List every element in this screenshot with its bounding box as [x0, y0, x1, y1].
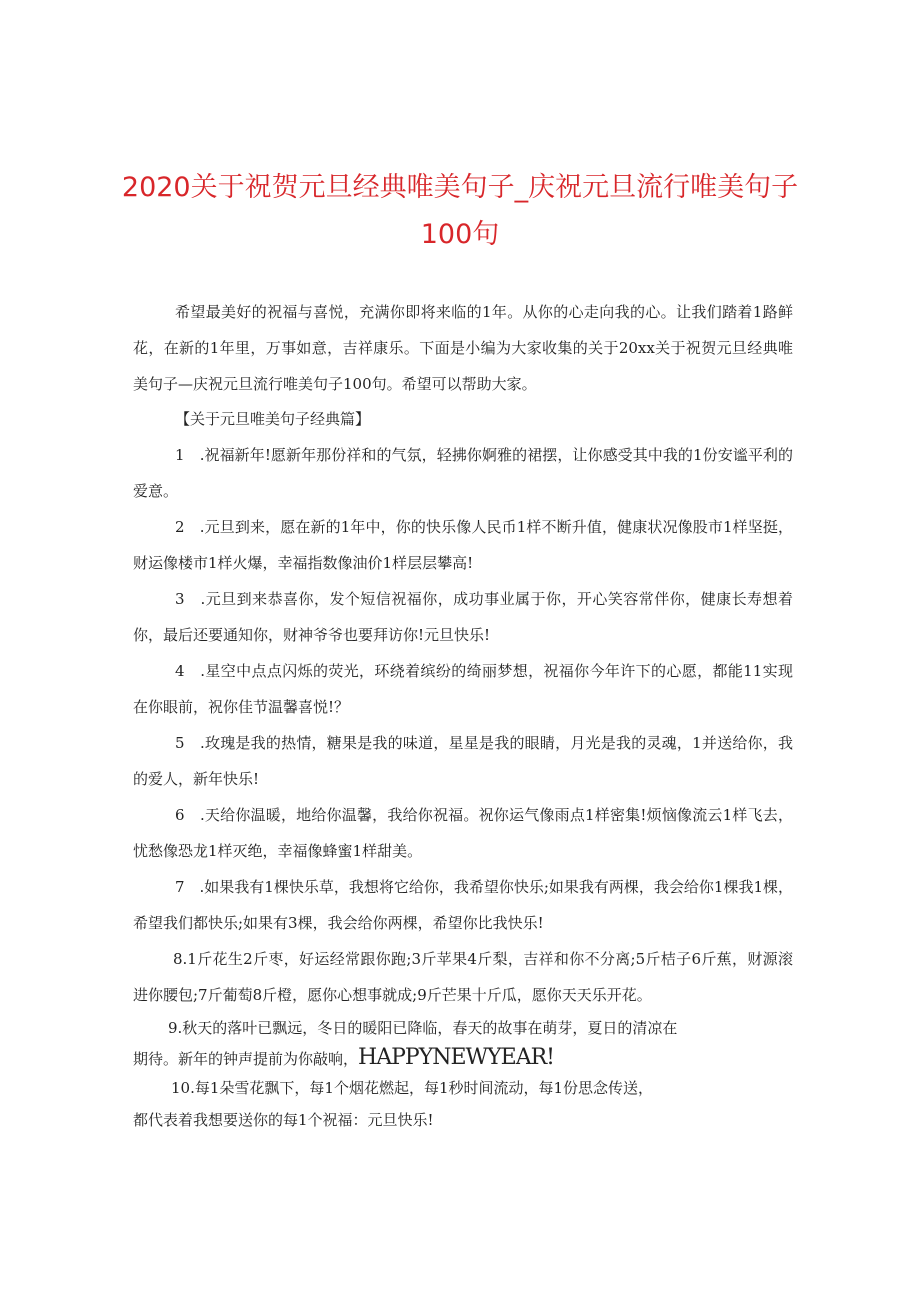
list-item-3: 3 .元旦到来恭喜你，发个短信祝福你，成功事业属于你，开心笑容常伴你，健康长寿想着你，最后还要通知你，财神爷爷也要拜访你!元旦快乐! — [133, 590, 793, 644]
list-item-9-line-1: 9.秋天的落叶已飘远，冬日的暖阳已降临，春天的故事在萌芽，夏日的清凉在 — [168, 1019, 678, 1037]
list-item-7: 7 .如果我有1棵快乐草，我想将它给你，我希望你快乐;如果我有两棵，我会给你1棵我1棵，希望我们都快乐;如果有3棵，我会给你两棵，希望你比我快乐! — [133, 878, 793, 932]
list-item-4: 4 .星空中点点闪烁的荧光，环绕着缤纷的绮丽梦想，祝福你今年许下的心愿，都能11实现在你眼前，祝你佳节温馨喜悦!？ — [133, 662, 793, 716]
section-heading: 【关于元旦唯美句子经典篇】 — [175, 410, 371, 428]
list-item-9-text: 期待。新年的钟声提前为你敲响， — [133, 1050, 359, 1068]
list-item-5: 5 .玫瑰是我的热情，糖果是我的味道，星星是我的眼睛，月光是我的灵魂，1并送给你，我的爱人，新年快乐! — [133, 734, 793, 788]
list-item-1: 1 .祝福新年!愿新年那份祥和的气氛，轻拂你婀雅的裙摆，让你感受其中我的1份安谧平利的爱意。 — [133, 446, 793, 500]
page-title: 2020关于祝贺元旦经典唯美句子_庆祝元旦流行唯美句子100句 — [121, 172, 799, 250]
happy-new-year-text: HAPPYNEWYEAR! — [358, 1045, 555, 1070]
list-item-6: 6 .天给你温暖，地给你温馨，我给你祝福。祝你运气像雨点1样密集!烦恼像流云1样飞去，忧愁像恐龙1样灭绝，幸福像蜂蜜1样甜美。 — [133, 806, 793, 860]
list-item-10-line-1: 10.每1朵雪花飘下，每1个烟花燃起，每1秒时间流动，每1份思念传送， — [171, 1079, 654, 1097]
list-item-10-line-2: 都代表着我想要送你的每1个祝福：元旦快乐! — [133, 1111, 434, 1129]
intro-paragraph: 希望最美好的祝福与喜悦，充满你即将来临的1年。从你的心走向我的心。让我们踏着1路鲜花，在新的1年里，万事如意，吉祥康乐。下面是小编为大家收集的关于20xx关于祝贺元旦经典唯美句子—庆祝元旦流行唯美句子100句。希望可以帮助大家。 — [133, 303, 793, 393]
list-item-2: 2 .元旦到来，愿在新的1年中，你的快乐像人民币1样不断升值，健康状况像股市1样坚挺，财运像楼市1样火爆，幸福指数像油价1样层层攀高! — [133, 518, 793, 572]
list-item-8: 8.1斤花生2斤枣，好运经常跟你跑;3斤苹果4斤梨，吉祥和你不分离;5斤桔子6斤蕉，财源滚进你腰包;7斤葡萄8斤橙，愿你心想事就成;9斤芒果十斤瓜，愿你天天乐开花。 — [133, 950, 793, 1004]
